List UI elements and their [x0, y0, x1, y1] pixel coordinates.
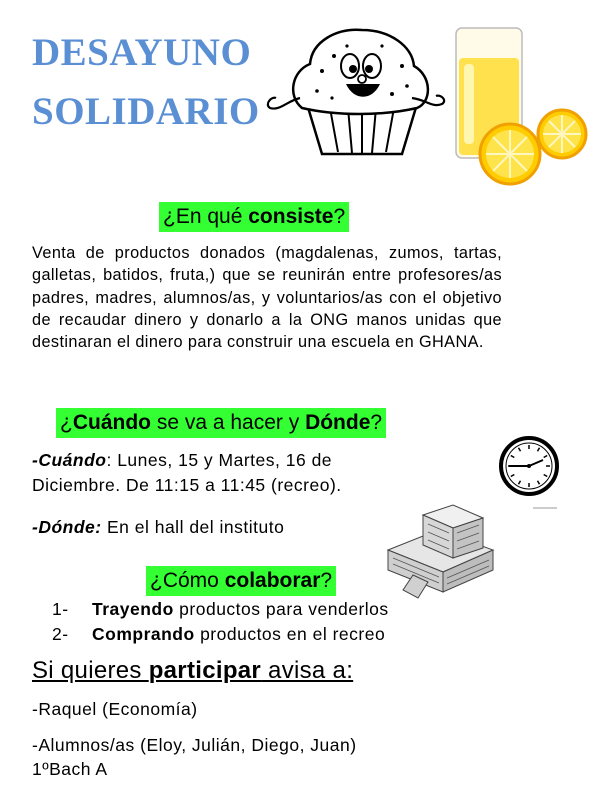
- heading-what-is-it: ¿En qué consiste?: [159, 202, 349, 232]
- building-illustration: [383, 500, 505, 600]
- contact-class: 1ºBach A: [32, 759, 108, 779]
- list-item-2: 2- Comprando productos en el recreo: [52, 624, 386, 644]
- contact-students: -Alumnos/as (Eloy, Julián, Diego, Juan): [32, 735, 357, 755]
- description-paragraph: Venta de productos donados (magdalenas, zumos, tartas, galletas, batidos, fruta,) que se reunirán entre profesores/as padres, madres, alumnos/as, y voluntarios/as con el objetivo de recaudar dinero y donarlo a la ONG manos unidas que destinaran el dinero para construir una escuela en GHANA.: [32, 244, 502, 352]
- contact-raquel: -Raquel (Economía): [32, 699, 198, 719]
- title-line-2: SOLIDARIO: [32, 90, 260, 133]
- heading-how-to-help: ¿Cómo colaborar?: [146, 566, 336, 596]
- when-line-1: -Cuándo: Lunes, 15 y Martes, 16 de: [32, 450, 333, 470]
- heading-when-where: ¿Cuándo se va a hacer y Dónde?: [56, 408, 386, 438]
- list-item-1: 1- Trayendo productos para venderlos: [52, 599, 389, 619]
- where-line: -Dónde: En el hall del instituto: [32, 517, 285, 537]
- muffin-illustration: [262, 16, 452, 156]
- title-line-1: DESAYUNO: [32, 31, 252, 74]
- juice-illustration: [450, 26, 590, 191]
- when-line-2: Diciembre. De 11:15 a 11:45 (recreo).: [32, 475, 342, 495]
- clock-illustration: [497, 434, 563, 514]
- contact-heading: Si quieres participar avisa a:: [32, 657, 354, 684]
